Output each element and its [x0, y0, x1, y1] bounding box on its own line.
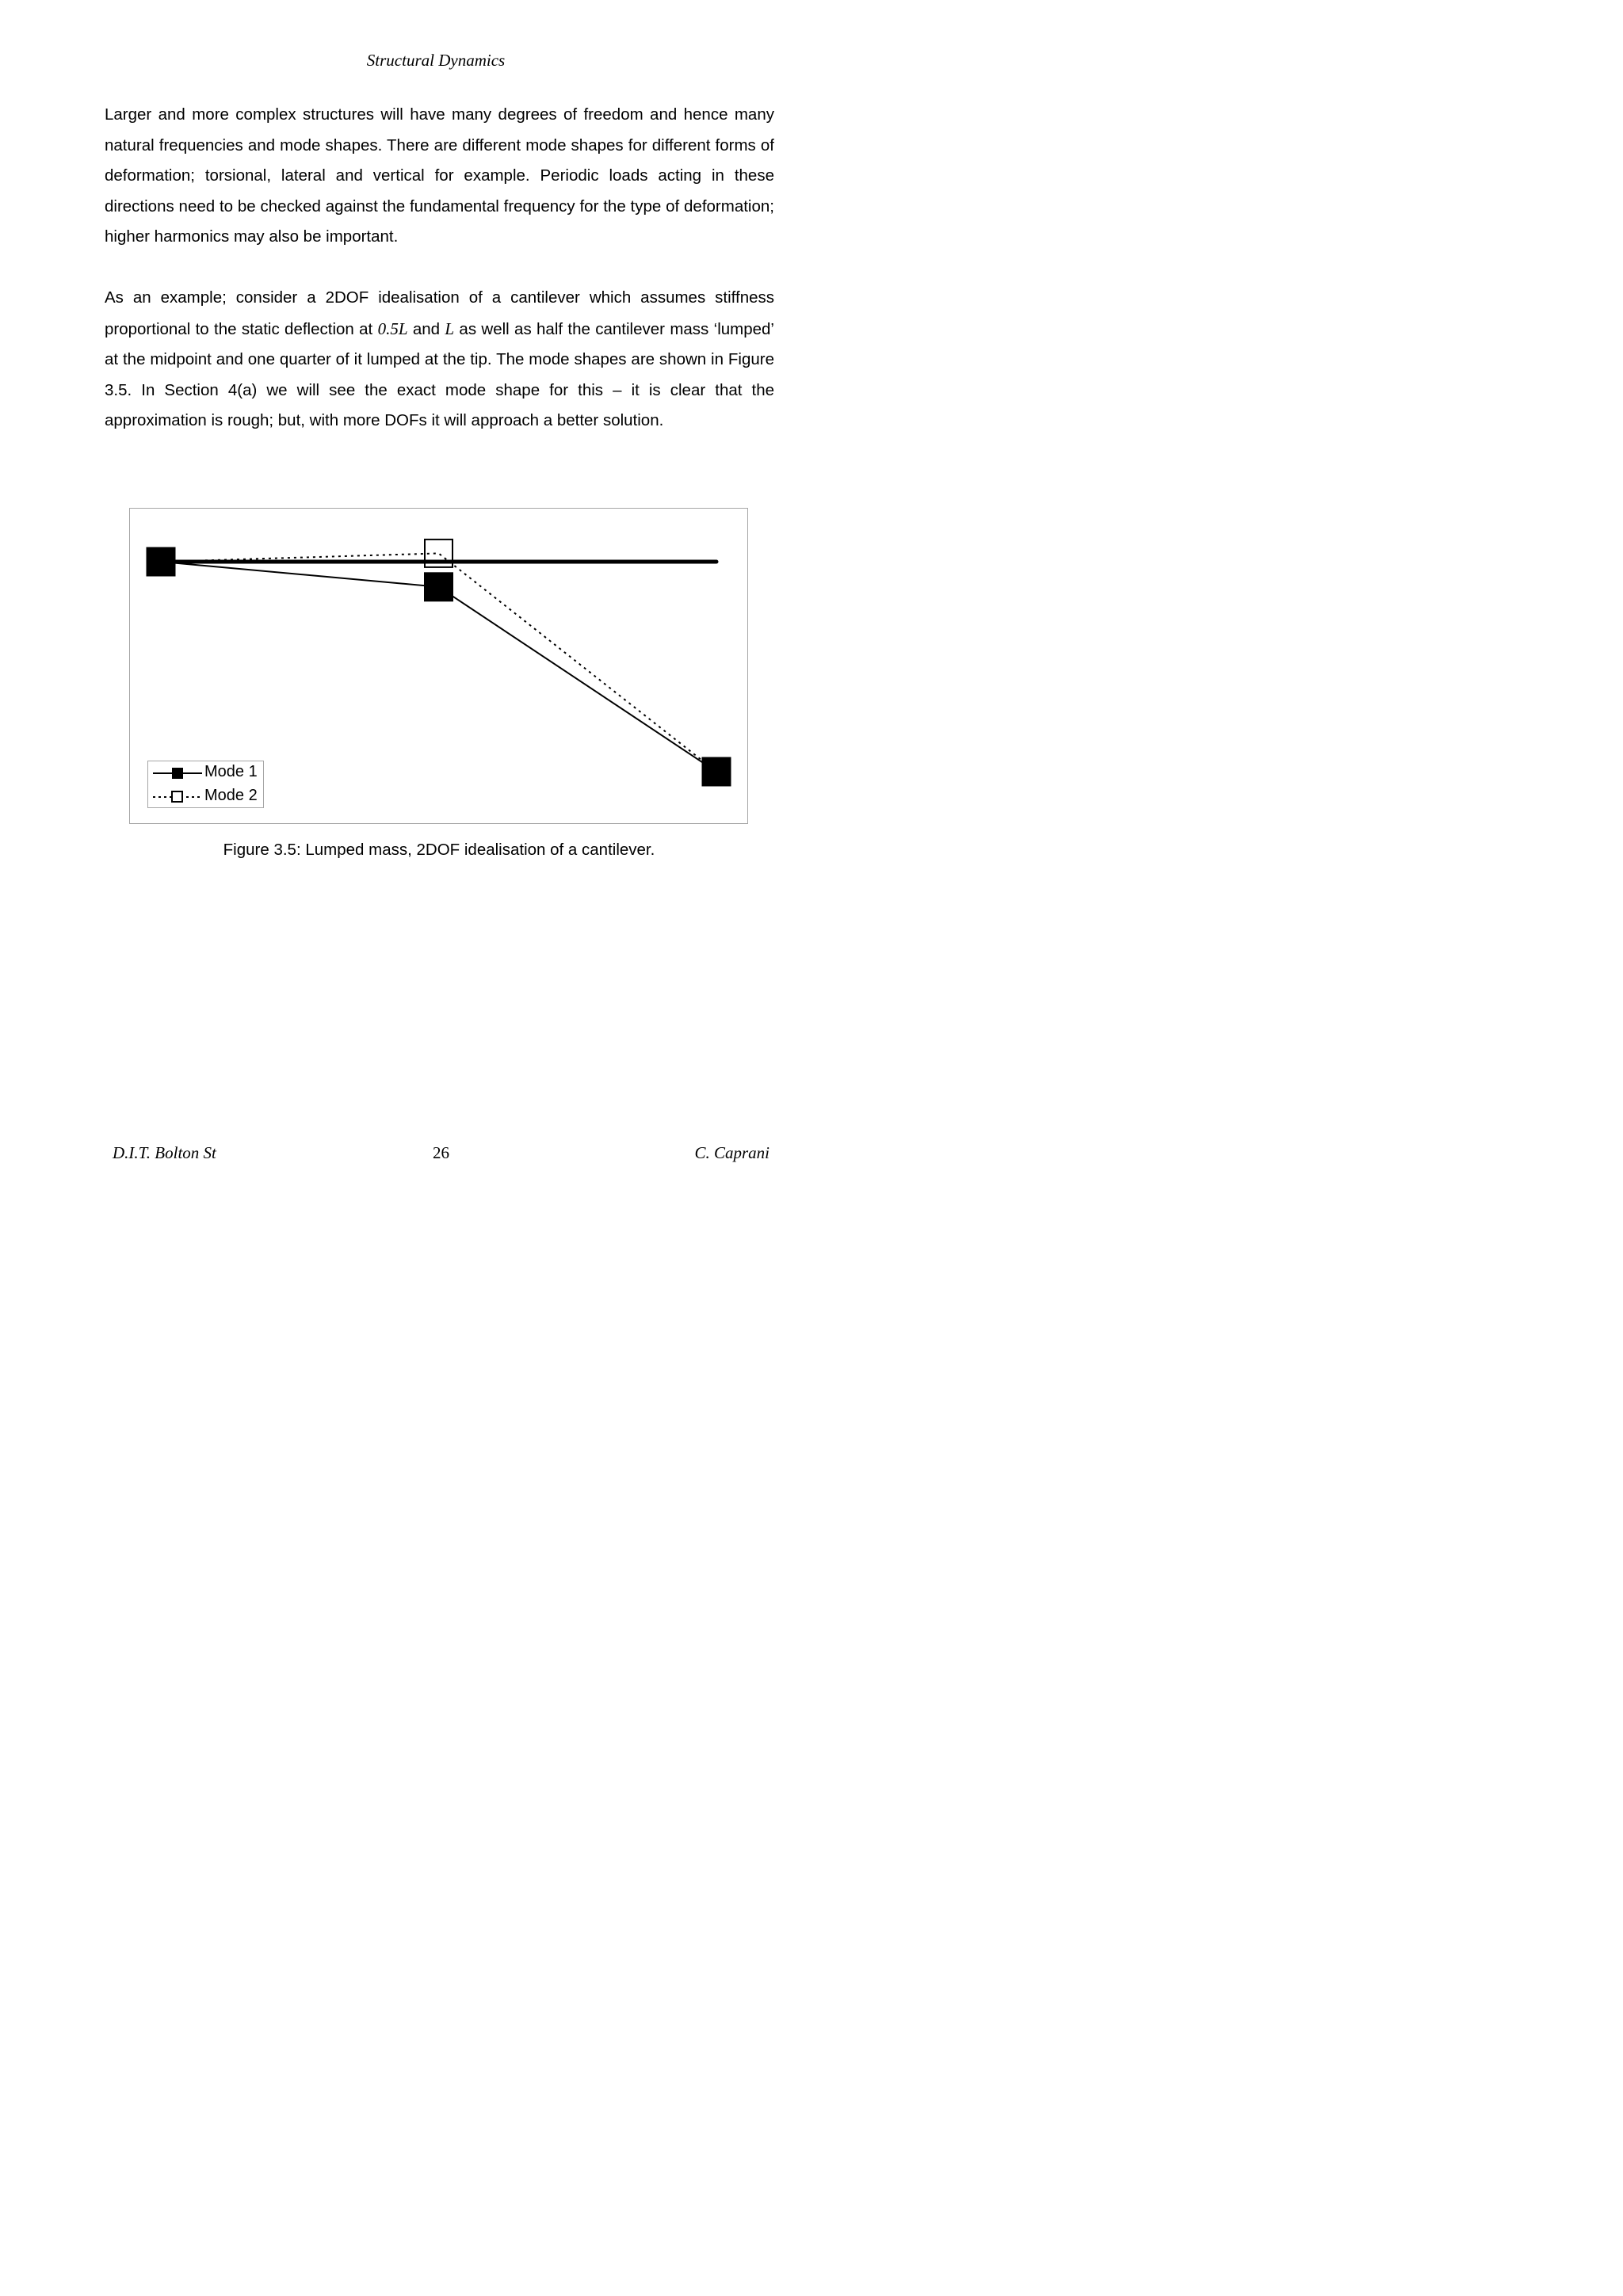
legend-label-mode-1: Mode 1 — [204, 763, 258, 780]
math-half-length: 0.5L — [377, 318, 408, 338]
legend-item-mode-1 — [148, 762, 265, 784]
paragraph-2-text-2: and — [407, 319, 445, 338]
figure-caption: Figure 3.5: Lumped mass, 2DOF idealisation of a cantilever. — [223, 841, 655, 859]
legend-item-mode-2 — [148, 786, 265, 808]
legend-label-mode-2: Mode 2 — [204, 787, 258, 804]
series-marker-mode-1-0 — [147, 547, 176, 577]
series-marker-mode-1-1 — [424, 572, 453, 601]
math-length: L — [445, 318, 455, 338]
running-header: Structural Dynamics — [366, 51, 506, 70]
footer-author: C. Caprani — [694, 1143, 769, 1162]
paragraph-2-text-1: As an example; consider a 2DOF idealisation of a cantilever which assumes stiffness proportional to the static deflection at — [105, 288, 774, 338]
legend-swatch-mode-1 — [151, 765, 204, 781]
series-marker-mode-1-2 — [702, 757, 731, 787]
paragraph-2-text-3: as well as half the cantilever mass ‘lumped’ at the midpoint and one quarter of it lumped at the tip. The mode shapes are shown in Figure 3.5. In Section 4(a) we will see the exact mode shape for this – it is clear that the approximation is rough; but, with more DOFs it will approach a better solution. — [105, 319, 774, 430]
document-page — [0, 0, 872, 1233]
mode-shape-chart — [129, 508, 748, 824]
paragraph-2 — [105, 283, 774, 437]
footer-institution: D.I.T. Bolton St — [113, 1143, 216, 1162]
chart-legend — [147, 761, 264, 808]
footer-page-number: 26 — [433, 1143, 449, 1162]
paragraph-1: Larger and more complex structures will have many degrees of freedom and hence many natural frequencies and mode shapes. There are different mode shapes for different forms of deformation; torsional, lateral and vertical for example. Periodic loads acting in these directions need to be checked against the fundamental frequency for the type of deformation; higher harmonics may also be important. — [105, 105, 774, 246]
legend-swatch-mode-2 — [151, 789, 204, 805]
